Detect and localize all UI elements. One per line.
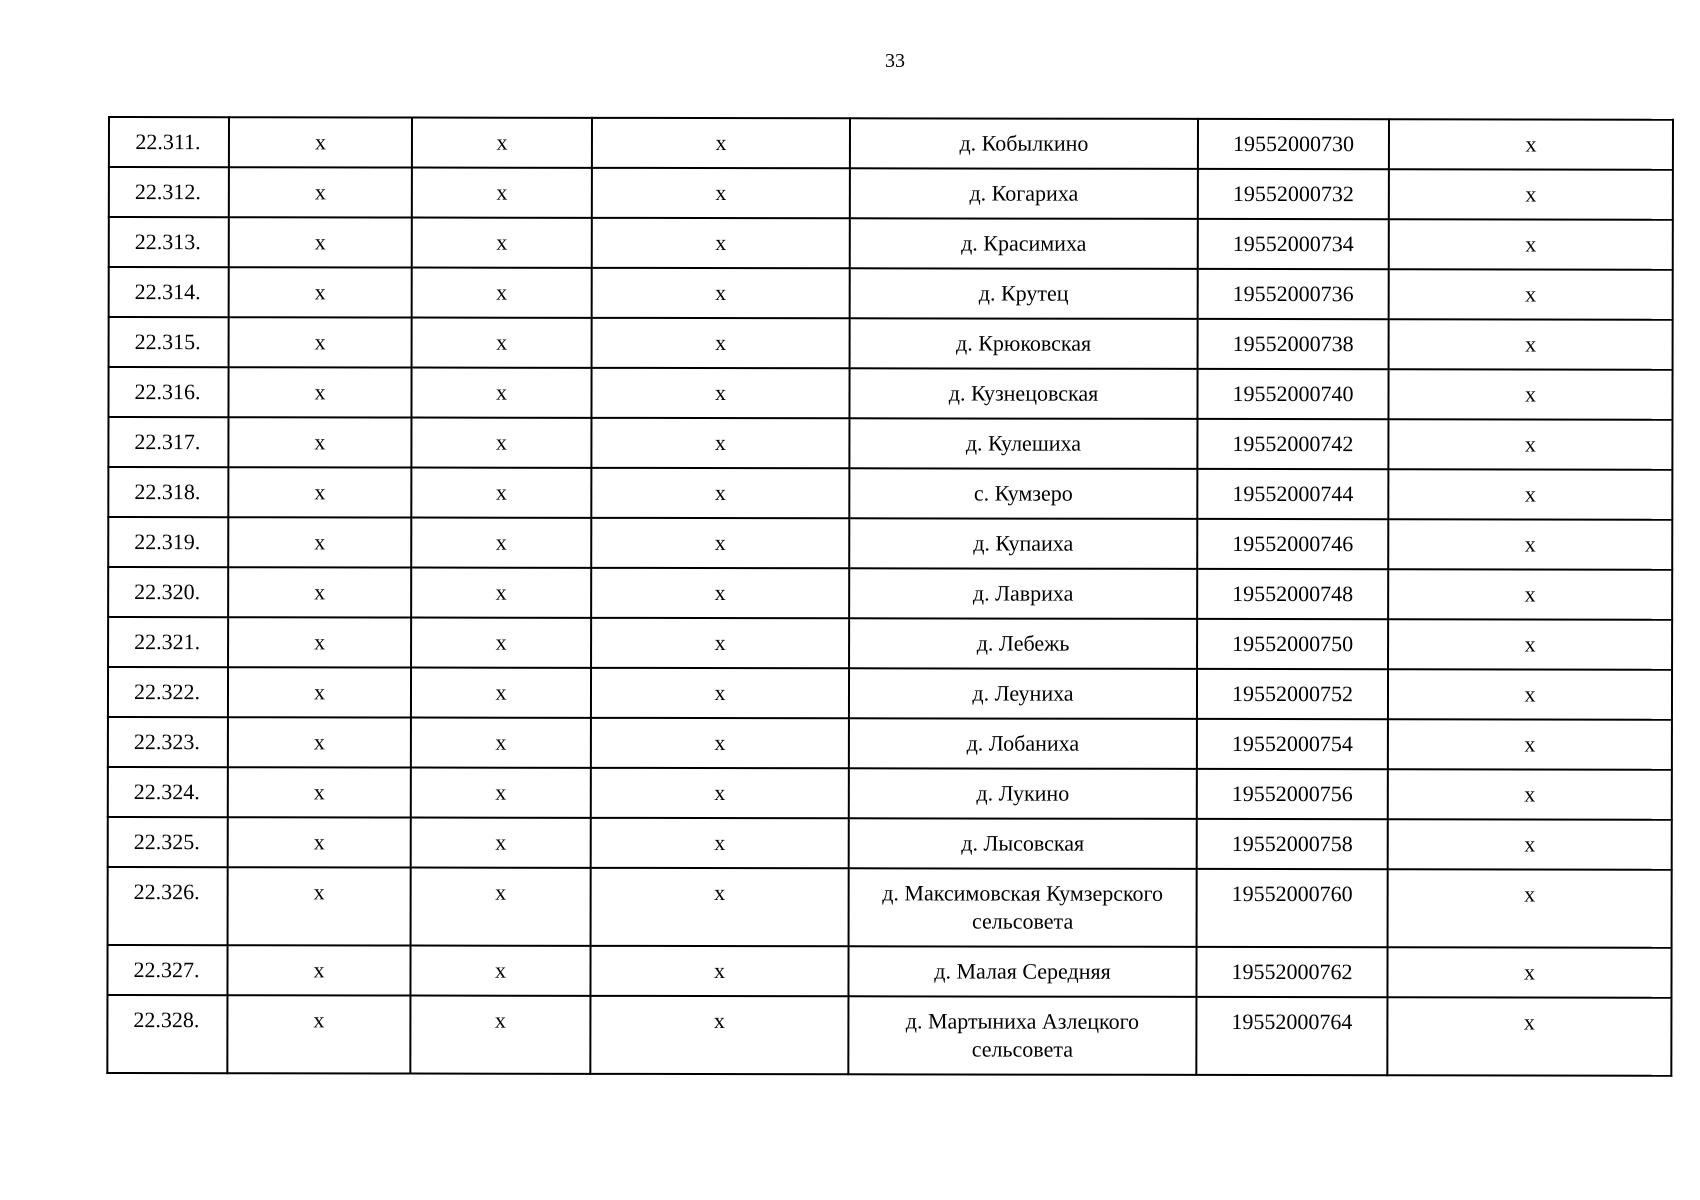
x-cell: х bbox=[411, 518, 591, 568]
x-cell: х bbox=[592, 168, 850, 218]
oktmo-code-cell: 19552000740 bbox=[1197, 369, 1388, 419]
x-cell: х bbox=[1387, 997, 1671, 1075]
x-cell: х bbox=[591, 868, 849, 946]
x-cell: х bbox=[1389, 269, 1673, 319]
table-row bbox=[108, 567, 1672, 620]
x-cell: х bbox=[410, 946, 590, 996]
row-number-cell: 22.313. bbox=[109, 217, 229, 267]
oktmo-code-cell: 19552000762 bbox=[1196, 947, 1387, 997]
row-number-cell: 22.319. bbox=[108, 517, 228, 567]
x-cell: х bbox=[410, 996, 590, 1074]
table-row bbox=[108, 617, 1672, 670]
locality-name-cell: д. Кузнецовская bbox=[849, 368, 1197, 419]
x-cell: х bbox=[591, 518, 849, 568]
row-number-cell: 22.318. bbox=[108, 467, 228, 517]
x-cell: х bbox=[228, 417, 411, 467]
x-cell: х bbox=[1389, 169, 1673, 219]
locality-name-cell: д. Максимовская Кумзерского сельсовета bbox=[849, 868, 1197, 947]
x-cell: х bbox=[591, 418, 849, 468]
x-cell: х bbox=[1388, 819, 1672, 869]
oktmo-code-cell: 19552000754 bbox=[1197, 719, 1388, 769]
table-row bbox=[108, 717, 1672, 770]
oktmo-code-cell: 19552000742 bbox=[1197, 419, 1388, 469]
oktmo-code-cell: 19552000734 bbox=[1198, 219, 1389, 269]
row-number-cell: 22.311. bbox=[109, 117, 229, 167]
oktmo-code-cell: 19552000752 bbox=[1197, 669, 1388, 719]
row-number-cell: 22.320. bbox=[108, 567, 228, 617]
x-cell: х bbox=[228, 517, 411, 567]
row-number-cell: 22.322. bbox=[108, 667, 228, 717]
locality-name-cell: с. Кумзеро bbox=[849, 468, 1197, 519]
x-cell: х bbox=[411, 568, 591, 618]
x-cell: х bbox=[1388, 719, 1672, 769]
x-cell: х bbox=[411, 868, 591, 946]
x-cell: х bbox=[591, 818, 849, 868]
table-row bbox=[108, 517, 1672, 570]
locality-name-cell: д. Леуниха bbox=[849, 668, 1197, 719]
x-cell: х bbox=[228, 867, 411, 945]
x-cell: х bbox=[591, 468, 849, 518]
x-cell: х bbox=[227, 945, 410, 995]
x-cell: х bbox=[1388, 869, 1672, 947]
x-cell: х bbox=[1388, 619, 1672, 669]
oktmo-code-cell: 19552000748 bbox=[1197, 569, 1388, 619]
x-cell: х bbox=[1387, 947, 1671, 997]
x-cell: х bbox=[591, 368, 849, 418]
x-cell: х bbox=[229, 217, 412, 267]
table-row bbox=[108, 417, 1672, 470]
table-row bbox=[109, 217, 1673, 270]
x-cell: х bbox=[228, 617, 411, 667]
row-number-cell: 22.314. bbox=[109, 267, 229, 317]
row-number-cell: 22.326. bbox=[108, 867, 228, 945]
x-cell: х bbox=[1388, 519, 1672, 569]
row-number-cell: 22.324. bbox=[108, 767, 228, 817]
table-row bbox=[108, 817, 1672, 870]
table-row bbox=[109, 167, 1673, 220]
x-cell: х bbox=[412, 218, 592, 268]
oktmo-code-cell: 19552000756 bbox=[1197, 769, 1388, 819]
x-cell: х bbox=[229, 317, 412, 367]
x-cell: х bbox=[1388, 369, 1672, 419]
x-cell: х bbox=[228, 467, 411, 517]
x-cell: х bbox=[1388, 569, 1672, 619]
table-row bbox=[107, 995, 1671, 1076]
locality-name-cell: д. Лавриха bbox=[849, 568, 1197, 619]
locality-name-cell: д. Кобылкино bbox=[850, 118, 1198, 169]
page-number: 33 bbox=[885, 50, 905, 72]
x-cell: х bbox=[1388, 769, 1672, 819]
x-cell: х bbox=[1388, 469, 1672, 519]
x-cell: х bbox=[592, 268, 850, 318]
table-row bbox=[108, 367, 1672, 420]
settlement-registry-table bbox=[106, 116, 1674, 1077]
x-cell: х bbox=[411, 818, 591, 868]
x-cell: х bbox=[412, 268, 592, 318]
locality-name-cell: д. Купаиха bbox=[849, 518, 1197, 569]
x-cell: х bbox=[590, 996, 848, 1074]
x-cell: х bbox=[591, 568, 849, 618]
table-body bbox=[107, 117, 1673, 1076]
x-cell: х bbox=[227, 995, 410, 1073]
table-row bbox=[108, 767, 1672, 820]
x-cell: х bbox=[229, 167, 412, 217]
x-cell: х bbox=[591, 768, 849, 818]
x-cell: х bbox=[591, 718, 849, 768]
locality-name-cell: д. Лобаниха bbox=[849, 718, 1197, 769]
row-number-cell: 22.327. bbox=[107, 945, 227, 995]
x-cell: х bbox=[591, 668, 849, 718]
x-cell: х bbox=[229, 117, 412, 167]
oktmo-code-cell: 19552000730 bbox=[1198, 119, 1389, 169]
oktmo-code-cell: 19552000738 bbox=[1198, 319, 1389, 369]
x-cell: х bbox=[412, 168, 592, 218]
locality-name-cell: д. Лебежь bbox=[849, 618, 1197, 669]
locality-name-cell: д. Лукино bbox=[849, 768, 1197, 819]
row-number-cell: 22.312. bbox=[109, 167, 229, 217]
locality-name-cell: д. Кулешиха bbox=[849, 418, 1197, 469]
table-row bbox=[108, 667, 1672, 720]
locality-name-cell: д. Малая Середняя bbox=[848, 946, 1196, 997]
locality-name-cell: д. Красимиха bbox=[850, 218, 1198, 269]
x-cell: х bbox=[590, 946, 848, 996]
x-cell: х bbox=[1389, 219, 1673, 269]
x-cell: х bbox=[228, 817, 411, 867]
x-cell: х bbox=[1388, 669, 1672, 719]
table-row bbox=[109, 267, 1673, 320]
oktmo-code-cell: 19552000758 bbox=[1197, 819, 1388, 869]
oktmo-code-cell: 19552000746 bbox=[1197, 519, 1388, 569]
table-row bbox=[109, 317, 1673, 370]
locality-name-cell: д. Мартыниха Азлецкого сельсовета bbox=[848, 996, 1196, 1075]
table-row bbox=[107, 945, 1671, 998]
locality-name-cell: д. Крюковская bbox=[850, 318, 1198, 369]
x-cell: х bbox=[411, 618, 591, 668]
locality-name-cell: д. Лысовская bbox=[849, 818, 1197, 869]
x-cell: х bbox=[228, 767, 411, 817]
x-cell: х bbox=[228, 367, 411, 417]
row-number-cell: 22.328. bbox=[107, 995, 227, 1073]
table-row bbox=[108, 467, 1672, 520]
x-cell: х bbox=[411, 368, 591, 418]
x-cell: х bbox=[411, 718, 591, 768]
x-cell: х bbox=[1389, 319, 1673, 369]
row-number-cell: 22.321. bbox=[108, 617, 228, 667]
oktmo-code-cell: 19552000764 bbox=[1196, 997, 1387, 1075]
x-cell: х bbox=[412, 318, 592, 368]
x-cell: х bbox=[411, 768, 591, 818]
row-number-cell: 22.325. bbox=[108, 817, 228, 867]
row-number-cell: 22.315. bbox=[109, 317, 229, 367]
oktmo-code-cell: 19552000760 bbox=[1197, 869, 1388, 947]
row-number-cell: 22.316. bbox=[108, 367, 228, 417]
x-cell: х bbox=[228, 717, 411, 767]
x-cell: х bbox=[592, 118, 850, 168]
x-cell: х bbox=[411, 418, 591, 468]
x-cell: х bbox=[592, 218, 850, 268]
x-cell: х bbox=[229, 267, 412, 317]
locality-name-cell: д. Когариха bbox=[850, 168, 1198, 219]
x-cell: х bbox=[1388, 419, 1672, 469]
oktmo-code-cell: 19552000750 bbox=[1197, 619, 1388, 669]
row-number-cell: 22.317. bbox=[108, 417, 228, 467]
x-cell: х bbox=[1389, 119, 1673, 169]
oktmo-code-cell: 19552000744 bbox=[1197, 469, 1388, 519]
x-cell: х bbox=[412, 118, 592, 168]
locality-name-cell: д. Крутец bbox=[850, 268, 1198, 319]
table-row bbox=[109, 117, 1673, 170]
oktmo-code-cell: 19552000736 bbox=[1198, 269, 1389, 319]
table-row bbox=[108, 867, 1672, 948]
oktmo-code-cell: 19552000732 bbox=[1198, 169, 1389, 219]
x-cell: х bbox=[228, 567, 411, 617]
x-cell: х bbox=[411, 668, 591, 718]
x-cell: х bbox=[228, 667, 411, 717]
row-number-cell: 22.323. bbox=[108, 717, 228, 767]
x-cell: х bbox=[411, 468, 591, 518]
x-cell: х bbox=[592, 318, 850, 368]
x-cell: х bbox=[591, 618, 849, 668]
